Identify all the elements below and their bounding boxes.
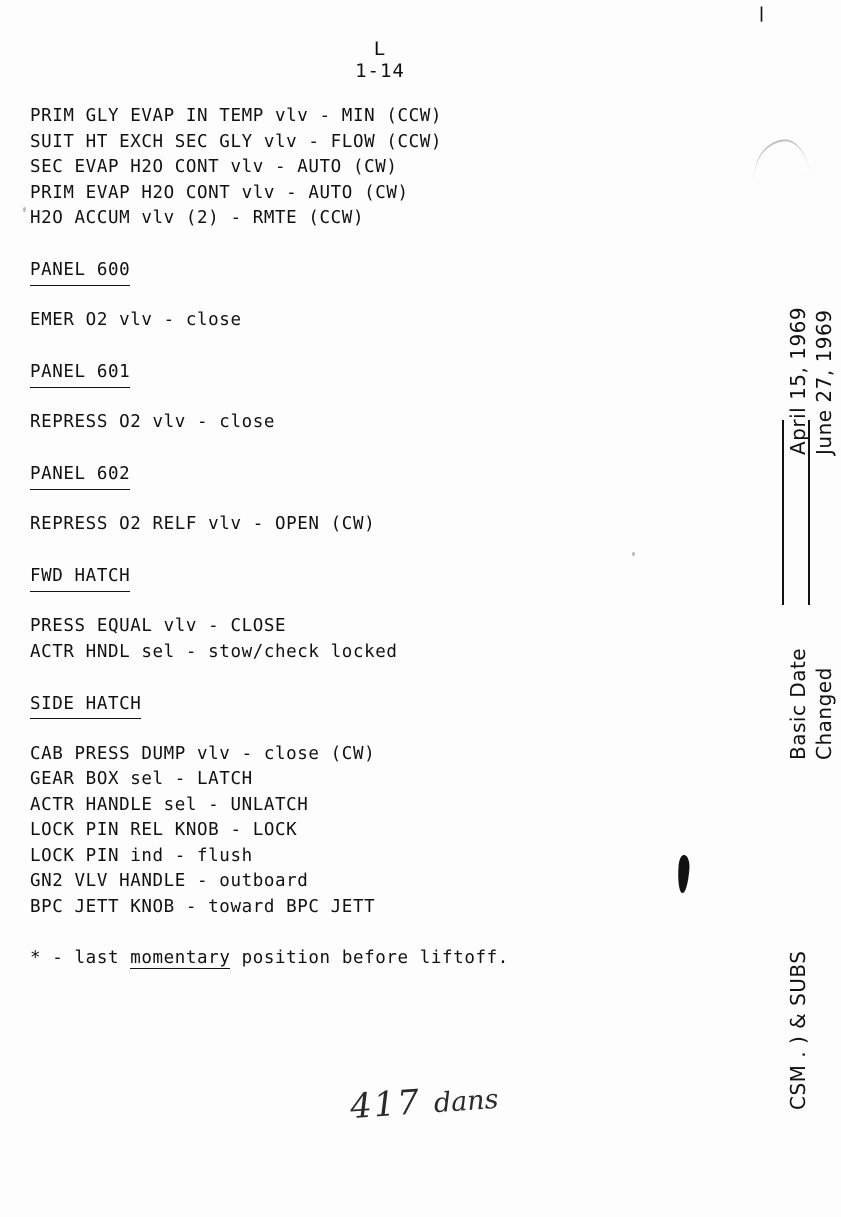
checklist-body <box>30 104 670 971</box>
checklist-line: GN2 VLV HANDLE - outboard <box>30 871 309 891</box>
checklist-line: CAB PRESS DUMP vlv - close (CW) <box>30 743 376 764</box>
section-heading-row <box>30 691 670 717</box>
spacer <box>30 716 670 742</box>
handwritten-word: dans <box>432 1083 500 1120</box>
margin-footer: CSM . ) & SUBS <box>786 950 810 1110</box>
checklist-line: H2O ACCUM vlv (2) - RMTE (CCW) <box>30 208 365 228</box>
checklist-line: BPC JETT KNOB - toward BPC JETT <box>30 896 376 917</box>
checklist-line: PRIM GLY EVAP IN TEMP vlv - MIN (CCW) <box>30 106 443 126</box>
basic-date-label: Basic Date <box>786 647 810 760</box>
scan-speck <box>23 207 26 212</box>
section-heading: PANEL 600 <box>30 258 130 286</box>
spacer <box>30 436 670 462</box>
checklist-lines <box>30 104 670 946</box>
spacer <box>30 334 670 360</box>
checklist-line: LOCK PIN ind - flush <box>30 845 253 866</box>
spacer <box>30 538 670 564</box>
section-heading: SIDE HATCH <box>30 692 141 720</box>
footnote-underlined: momentary <box>130 947 231 968</box>
spacer <box>30 487 670 513</box>
checklist-line: ACTR HNDL sel - stow/check locked <box>30 641 398 662</box>
spacer <box>30 920 670 946</box>
scan-smudge <box>750 136 811 181</box>
section-heading-row <box>30 461 670 487</box>
section-heading: PANEL 601 <box>30 360 130 388</box>
section-heading-row <box>30 257 670 283</box>
basic-date-rule <box>782 420 784 605</box>
section-heading-row <box>30 359 670 385</box>
checklist-line: PRESS EQUAL vlv - CLOSE <box>30 616 287 636</box>
spacer <box>30 665 670 691</box>
section-heading: FWD HATCH <box>30 564 130 592</box>
footnote <box>30 946 670 972</box>
section-heading: PANEL 602 <box>30 462 130 490</box>
ink-blob <box>677 855 691 894</box>
checklist-line: SEC EVAP H2O CONT vlv - AUTO (CW) <box>30 157 398 177</box>
checklist-line: LOCK PIN REL KNOB - LOCK <box>30 820 298 840</box>
section-heading-row <box>30 563 670 589</box>
page-letter: L <box>373 38 387 60</box>
checklist-line: SUIT HT EXCH SEC GLY vlv - FLOW (CCW) <box>30 131 443 152</box>
handwritten-annotation <box>349 1077 500 1127</box>
checklist-line: EMER O2 vlv - close <box>30 310 242 330</box>
spacer <box>30 589 670 615</box>
changed-label: Changed <box>812 667 836 760</box>
checklist-line: REPRESS O2 vlv - close <box>30 412 275 432</box>
footnote-prefix: * - last <box>30 947 131 968</box>
page-number: 1-14 <box>355 60 405 82</box>
checklist-line: REPRESS O2 RELF vlv - OPEN (CW) <box>30 514 376 534</box>
top-edge-mark: | <box>757 4 767 22</box>
spacer <box>30 232 670 258</box>
scan-speck <box>632 552 635 556</box>
basic-date-value: April 15, 1969 <box>786 306 810 455</box>
changed-value: June 27, 1969 <box>812 309 836 455</box>
spacer <box>30 283 670 309</box>
handwritten-number: 417 <box>348 1082 423 1128</box>
footnote-suffix: position before liftoff. <box>230 947 509 968</box>
checklist-line: PRIM EVAP H2O CONT vlv - AUTO (CW) <box>30 182 409 203</box>
checklist-line: ACTR HANDLE sel - UNLATCH <box>30 794 309 815</box>
checklist-line: GEAR BOX sel - LATCH <box>30 769 253 789</box>
spacer <box>30 385 670 411</box>
